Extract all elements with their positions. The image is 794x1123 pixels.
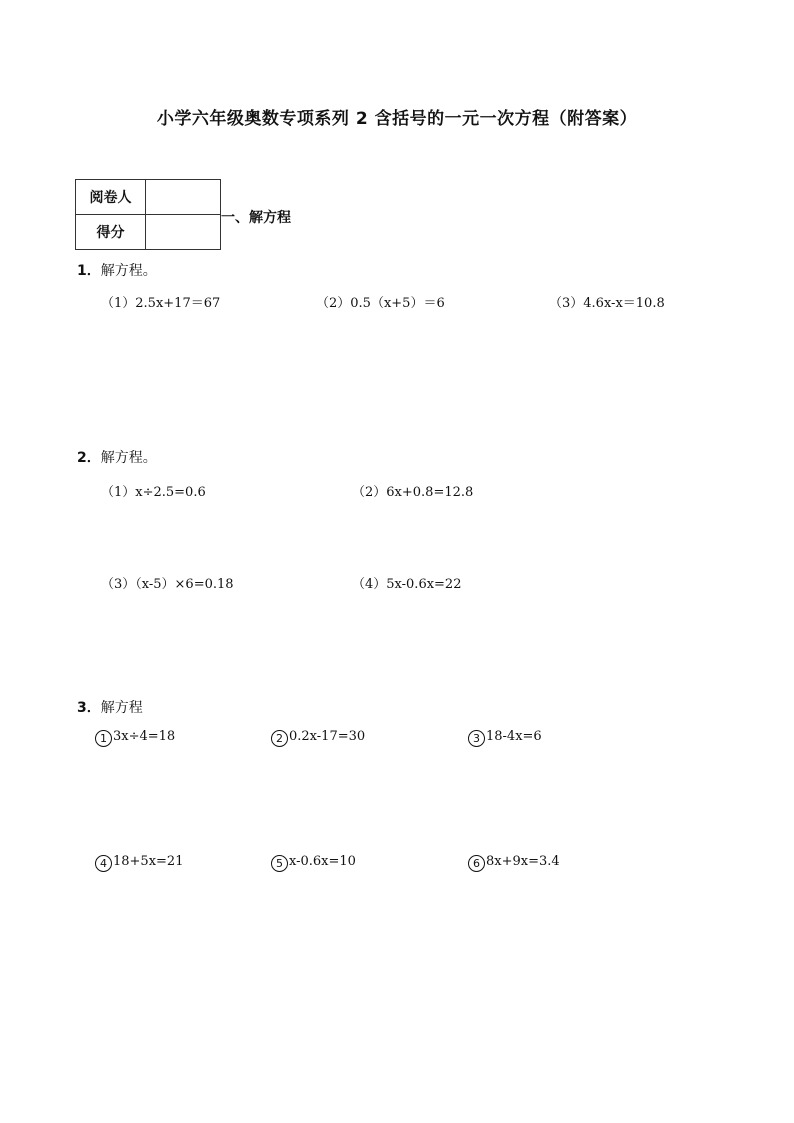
- equation-text: 8x+9x=3.4: [486, 854, 560, 869]
- equation: （1）2.5x+17＝67: [101, 296, 221, 311]
- score-label: 得分: [76, 215, 146, 250]
- circled-number-marker: 3: [468, 730, 485, 747]
- score-cell: [146, 215, 221, 250]
- equation: （3）（x-5）×6=0.18: [101, 577, 234, 592]
- question-number: 3．: [77, 700, 101, 716]
- question-number: 2．: [77, 450, 101, 466]
- section-heading: 一、解方程: [221, 210, 291, 226]
- circled-number-marker: 6: [468, 855, 485, 872]
- equation: [468, 729, 542, 747]
- equation-text: 3x÷4=18: [113, 729, 176, 744]
- circled-number-marker: 1: [95, 730, 112, 747]
- equation: [271, 854, 356, 872]
- question-1: [77, 260, 157, 280]
- equation: （3）4.6x-x＝10.8: [549, 296, 665, 311]
- reviewer-label: 阅卷人: [76, 180, 146, 215]
- question-number: 1．: [77, 263, 101, 279]
- equation: [95, 854, 183, 872]
- reviewer-cell: [146, 180, 221, 215]
- equation: （2）0.5（x+5）＝6: [316, 296, 445, 311]
- equation: （2）6x+0.8=12.8: [352, 485, 474, 500]
- equation: （4）5x-0.6x=22: [352, 577, 462, 592]
- page-title: 小学六年级奥数专项系列 2 含括号的一元一次方程（附答案）: [156, 109, 638, 129]
- equation-text: 18-4x=6: [486, 729, 542, 744]
- circled-number-marker: 5: [271, 855, 288, 872]
- equation-text: 18+5x=21: [113, 854, 184, 869]
- question-prompt: 解方程。: [100, 263, 157, 279]
- equation: [95, 729, 175, 747]
- equation-text: 0.2x-17=30: [289, 729, 366, 744]
- question-prompt: 解方程: [100, 700, 143, 716]
- circled-number-marker: 4: [95, 855, 112, 872]
- equation-text: x-0.6x=10: [289, 854, 356, 869]
- equation: [271, 729, 365, 747]
- equation: [468, 854, 560, 872]
- question-2: [77, 447, 157, 467]
- circled-number-marker: 2: [271, 730, 288, 747]
- question-prompt: 解方程。: [100, 450, 157, 466]
- equation: （1）x÷2.5=0.6: [101, 485, 206, 500]
- question-3: [77, 697, 143, 717]
- score-table: [75, 179, 221, 250]
